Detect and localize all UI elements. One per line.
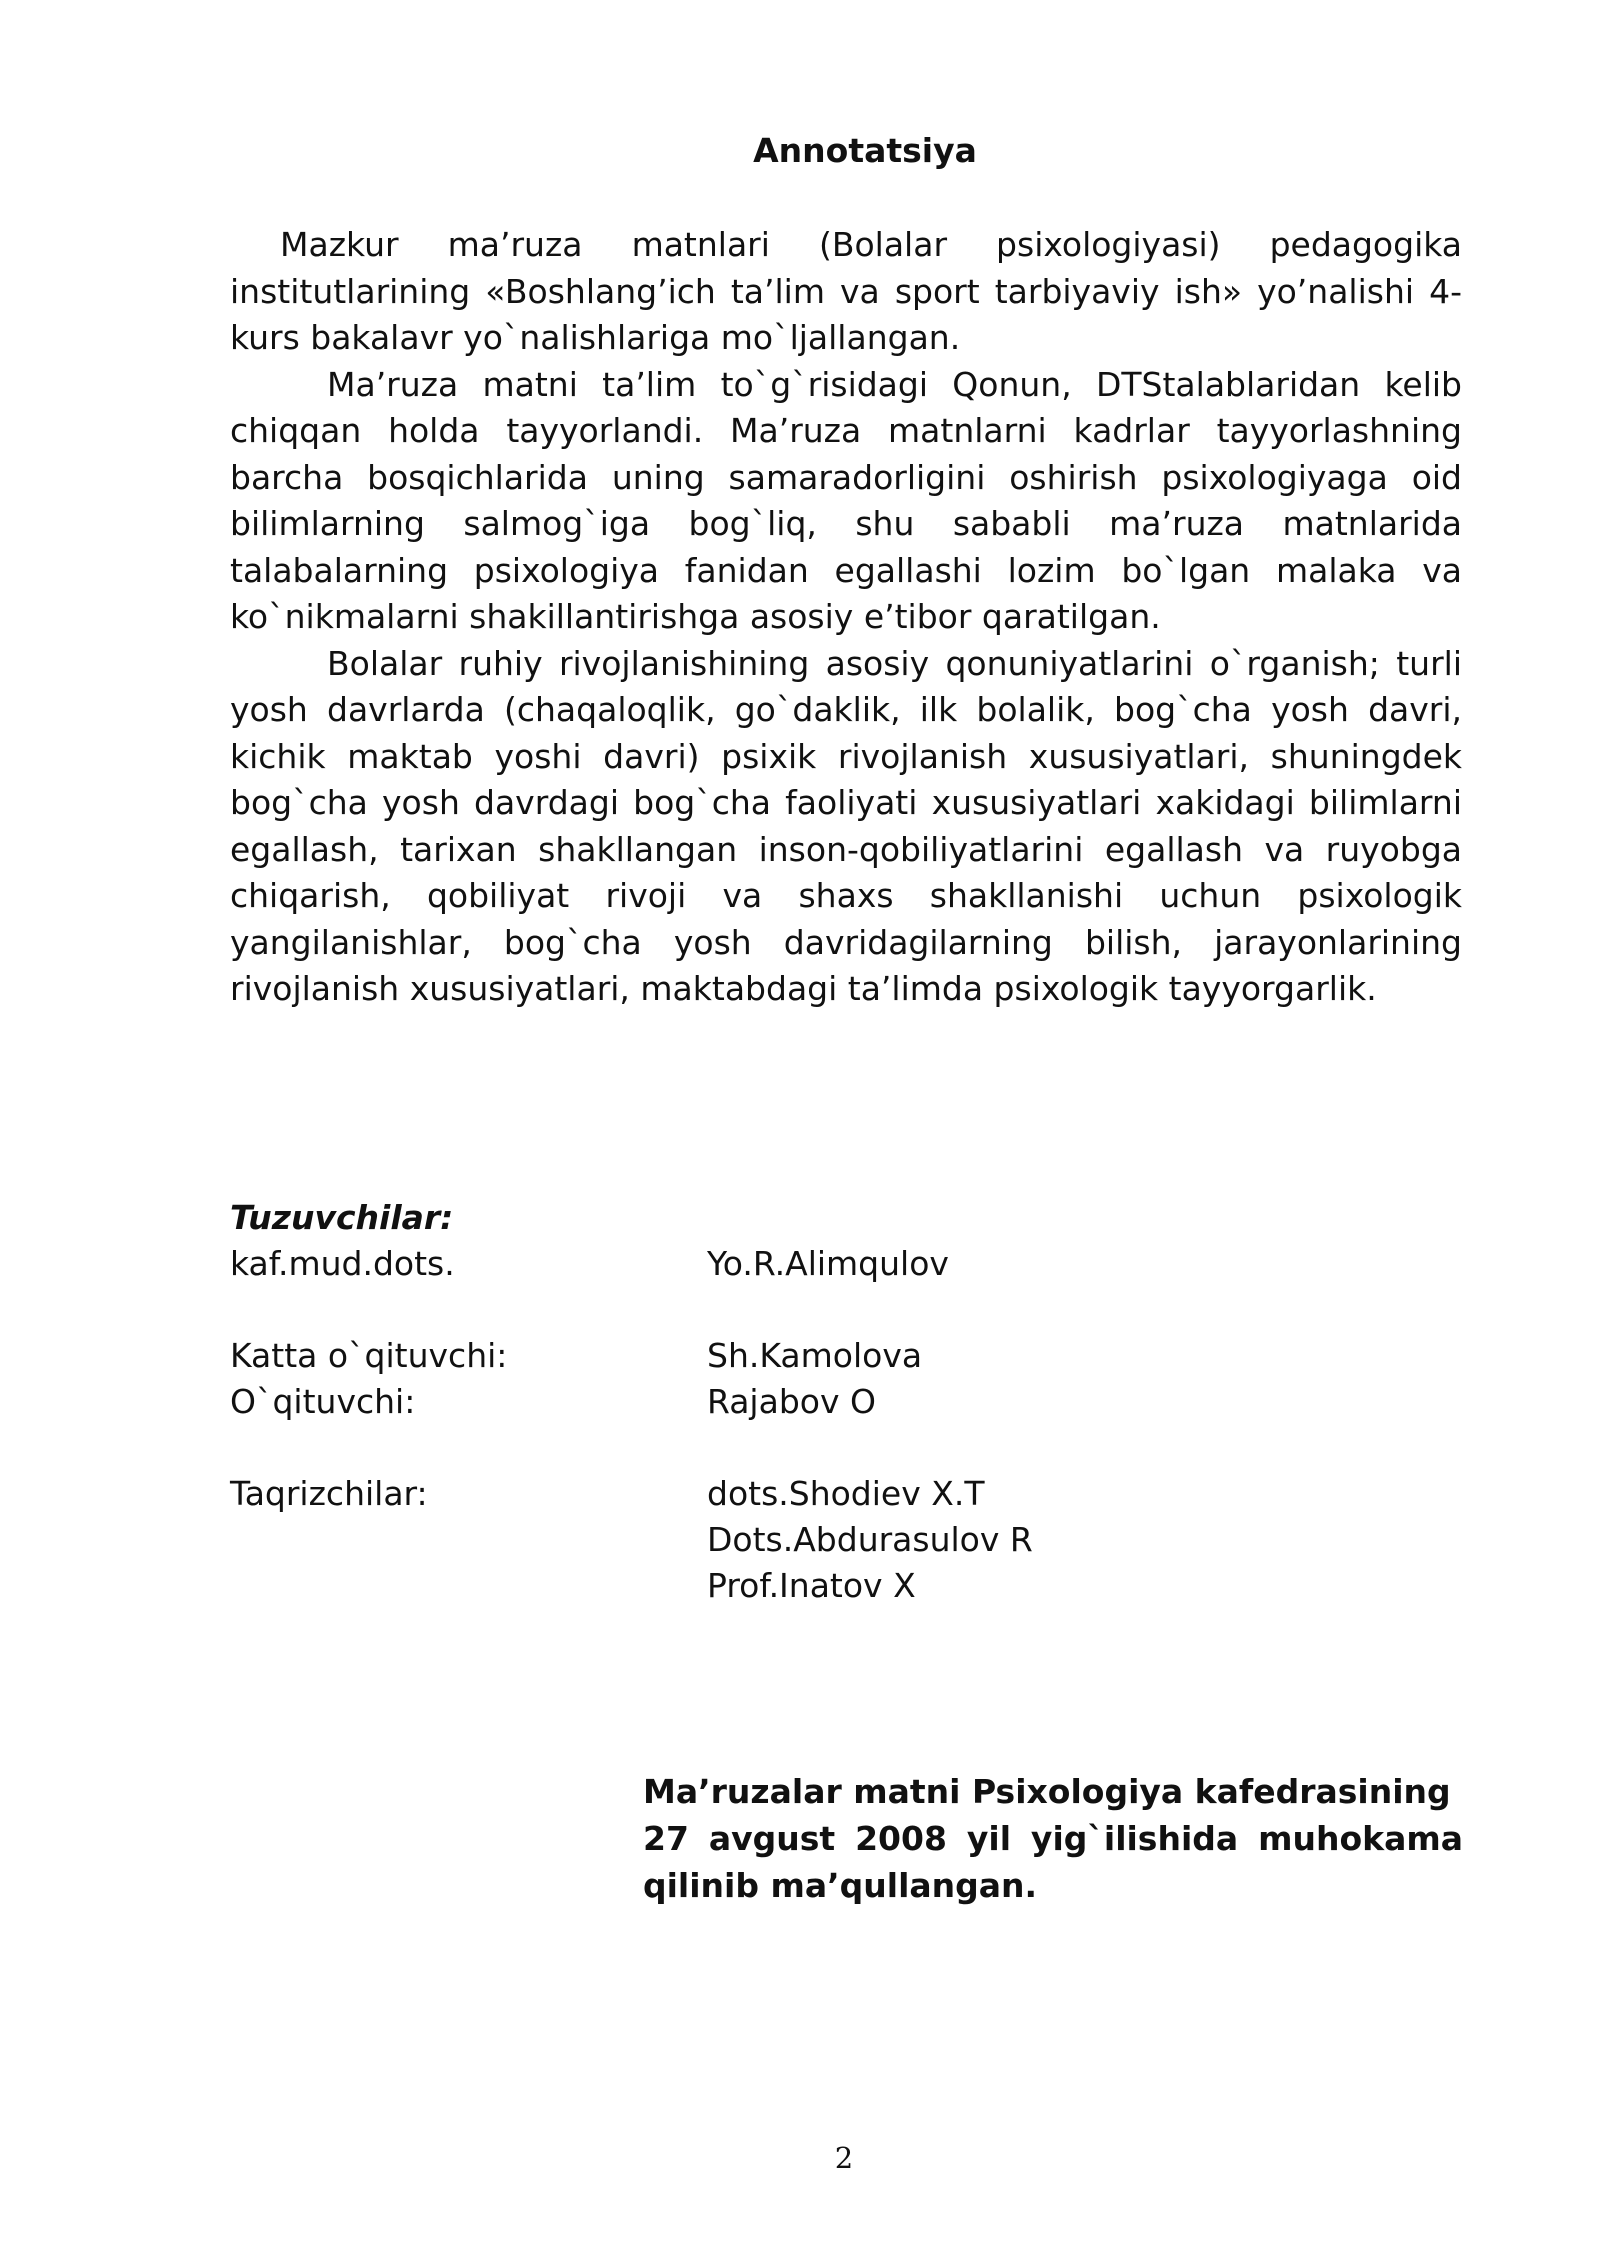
paragraph-basis: Ma’ruza matni ta’lim to`g`risidagi Qonun, DTStalablaridan kelib chiqqan holda tayyorlandi. Ma’ruza matnlarni kadrlar tayyorlashning barcha bosqichlarida uning samaradorligini oshirish psixologiyaga oid bilimlarning salmog`iga bog`liq, shu sababli ma’ruza matnlarida talabalarning psixologiya fanidan egallashi lozim bo`lgan malaka va ko`nikmalarni shakillantirishga asosiy e’tibor qaratilgan. — [230, 364, 1462, 636]
authors-heading: Tuzuvchilar: — [230, 1198, 454, 1237]
page-title: Annotatsiya — [753, 131, 977, 170]
reviewers-role: Taqrizchilar: — [230, 1474, 428, 1513]
author-row — [230, 1333, 1330, 1379]
approval-note — [643, 1768, 1463, 1909]
reviewer-name: Prof.Inatov X — [707, 1566, 916, 1605]
author-name: Rajabov O — [707, 1382, 876, 1421]
author-role: kaf.mud.dots. — [230, 1244, 455, 1283]
approval-line: Ma’ruzalar matni Psixologiya kafedrasining — [643, 1772, 1451, 1811]
authors-section — [230, 1195, 1330, 1609]
page-number: 2 — [834, 2141, 854, 2175]
approval-line: qilinib ma’qullangan. — [643, 1866, 1038, 1905]
reviewers-names — [707, 1471, 1330, 1609]
approval-line: 27 avgust 2008 yil yig`ilishida muhokama — [643, 1819, 1463, 1858]
reviewer-name: Dots.Abdurasulov R — [707, 1520, 1033, 1559]
spacer — [230, 1425, 1330, 1471]
reviewers-row — [230, 1471, 1330, 1609]
reviewer-name: dots.Shodiev X.T — [707, 1474, 985, 1513]
author-name: Sh.Kamolova — [707, 1336, 923, 1375]
paragraph-intro: Mazkur ma’ruza matnlari (Bolalar psixologiyasi) pedagogika institutlarining «Boshlang’ich ta’lim va sport tarbiyaviy ish» yo’nalishi 4-kurs bakalavr yo`nalishlariga mo`ljallangan. — [230, 225, 1462, 357]
paragraph-content: Bolalar ruhiy rivojlanishining asosiy qonuniyatlarini o`rganish; turli yosh davrlarda (chaqaloqlik, go`daklik, ilk bolalik, bog`cha yosh davri, kichik maktab yoshi davri) psixik rivojlanish xususiyatlari, shuningdek bog`cha yosh davrdagi bog`cha faoliyati xususiyatlari xakidagi bilimlarni egallash, tarixan shakllangan inson-qobiliyatlarini egallash va ruyobga chiqarish, qobiliyat rivoji va shaxs shakllanishi uchun psixologik yangilanishlar, bog`cha yosh davridagilarning bilish, jarayonlarining rivojlanish xususiyatlari, maktabdagi ta’limda psixologik tayyorgarlik. — [230, 643, 1462, 1008]
author-role: O`qituvchi: — [230, 1382, 416, 1421]
author-row — [230, 1379, 1330, 1425]
spacer — [230, 1287, 1330, 1333]
author-name: Yo.R.Alimqulov — [707, 1244, 949, 1283]
author-role: Katta o`qituvchi: — [230, 1336, 508, 1375]
author-row — [230, 1241, 1330, 1287]
annotation-body — [230, 222, 1462, 1013]
